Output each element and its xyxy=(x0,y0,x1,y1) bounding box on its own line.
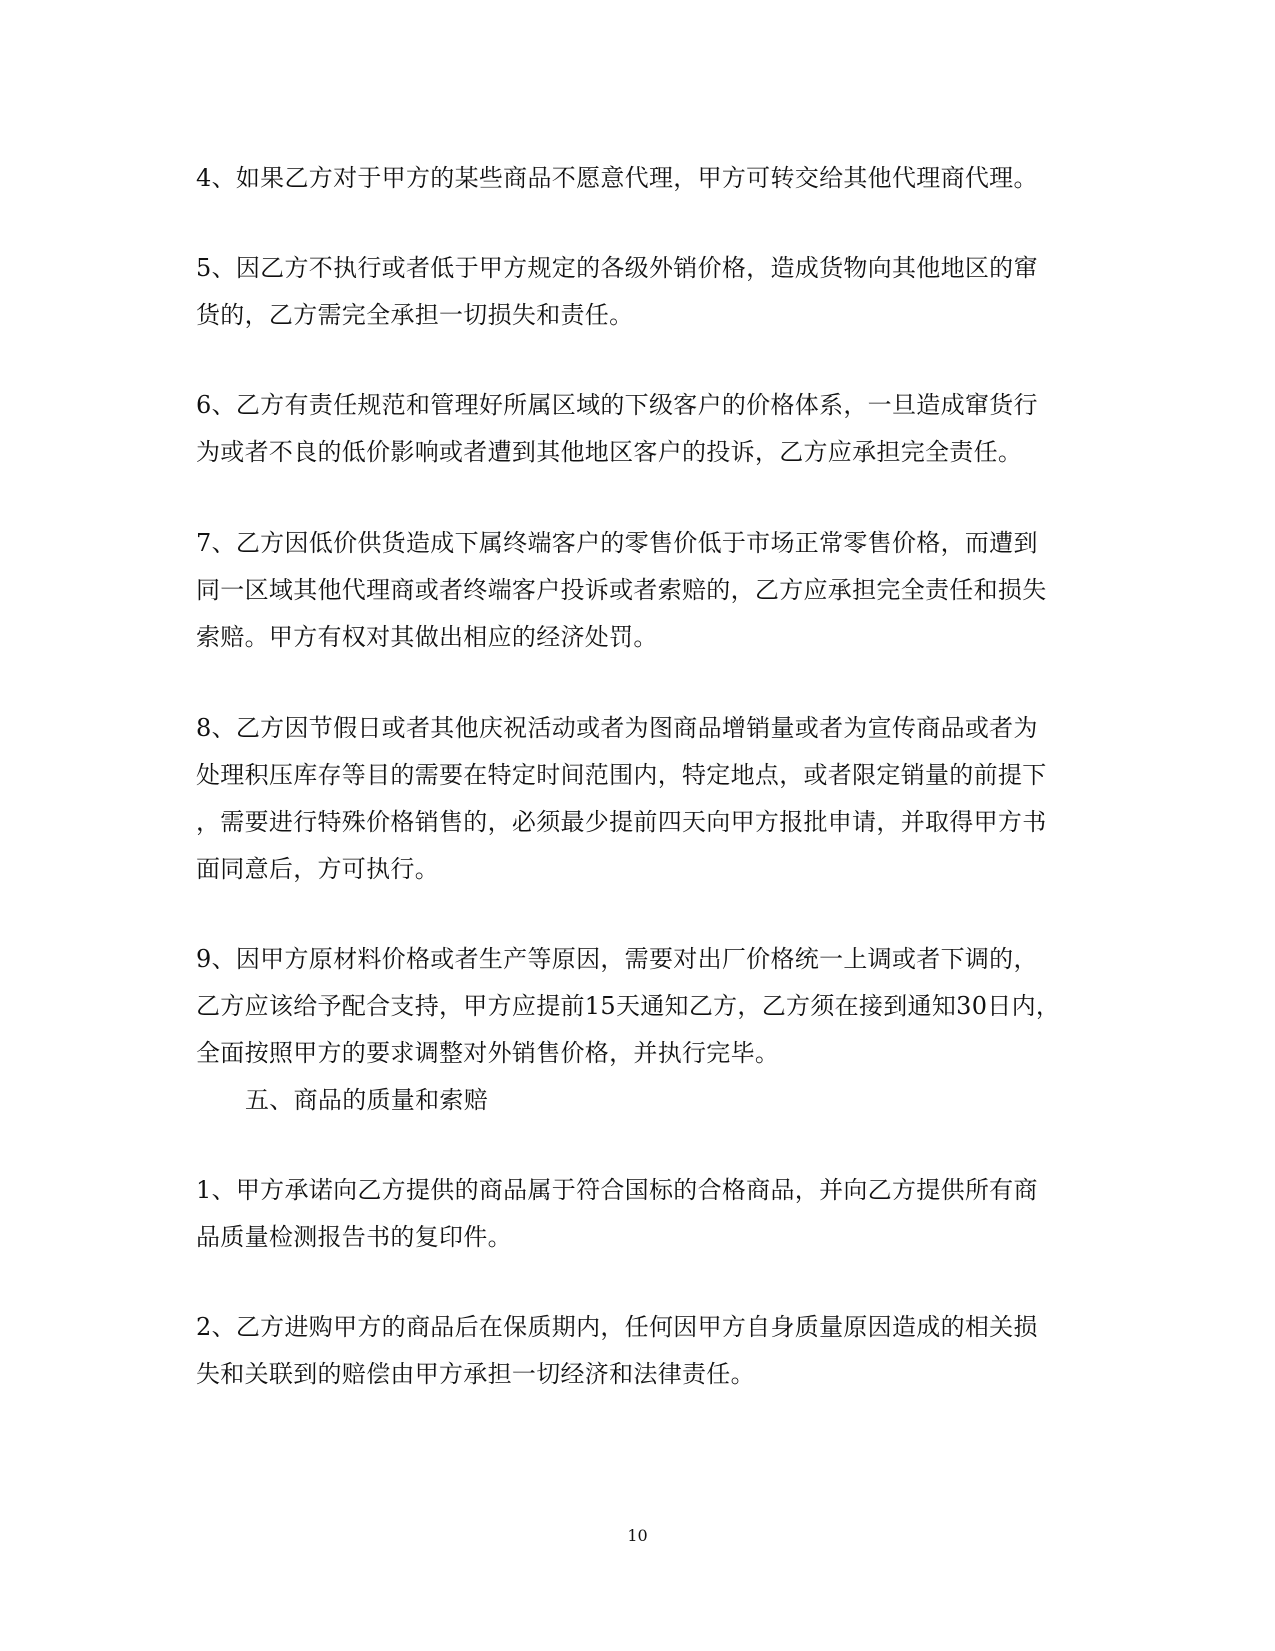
paragraph-line: 8、乙方因节假日或者其他庆祝活动或者为图商品增销量或者为宣传商品或者为 xyxy=(196,714,1038,742)
paragraph-line: 品质量检测报告书的复印件。 xyxy=(196,1223,512,1251)
section-heading: 五、商品的质量和索赔 xyxy=(245,1086,488,1114)
paragraph-line: 面同意后，方可执行。 xyxy=(196,855,439,883)
paragraph-line: 乙方应该给予配合支持，甲方应提前15天通知乙方，乙方须在接到通知30日内， xyxy=(196,992,1061,1020)
paragraph-line: 货的，乙方需完全承担一切损失和责任。 xyxy=(196,301,634,329)
paragraph-line: 全面按照甲方的要求调整对外销售价格，并执行完毕。 xyxy=(196,1039,780,1067)
paragraph-line: 处理积压库存等目的需要在特定时间范围内，特定地点，或者限定销量的前提下 xyxy=(196,761,1047,789)
paragraph-line: 5、因乙方不执行或者低于甲方规定的各级外销价格，造成货物向其他地区的窜 xyxy=(196,254,1038,282)
page-number: 10 xyxy=(627,1526,648,1545)
paragraph-line: 失和关联到的赔偿由甲方承担一切经济和法律责任。 xyxy=(196,1360,755,1388)
paragraph-line: 索赔。甲方有权对其做出相应的经济处罚。 xyxy=(196,623,658,651)
paragraph-line: 6、乙方有责任规范和管理好所属区域的下级客户的价格体系，一旦造成窜货行 xyxy=(196,391,1038,419)
paragraph-line: 为或者不良的低价影响或者遭到其他地区客户的投诉，乙方应承担完全责任。 xyxy=(196,438,1023,466)
paragraph-line: 1、甲方承诺向乙方提供的商品属于符合国标的合格商品，并向乙方提供所有商 xyxy=(196,1176,1038,1204)
paragraph-line: 同一区域其他代理商或者终端客户投诉或者索赔的，乙方应承担完全责任和损失 xyxy=(196,576,1047,604)
paragraph-line: 7、乙方因低价供货造成下属终端客户的零售价低于市场正常零售价格，而遭到 xyxy=(196,529,1038,557)
paragraph-line: 9、因甲方原材料价格或者生产等原因，需要对出厂价格统一上调或者下调的， xyxy=(196,945,1038,973)
paragraph-line: 4、如果乙方对于甲方的某些商品不愿意代理，甲方可转交给其他代理商代理。 xyxy=(196,164,1038,192)
paragraph-line: ，需要进行特殊价格销售的，必须最少提前四天向甲方报批申请，并取得甲方书 xyxy=(196,808,1047,836)
paragraph-line: 2、乙方进购甲方的商品后在保质期内，任何因甲方自身质量原因造成的相关损 xyxy=(196,1313,1038,1341)
